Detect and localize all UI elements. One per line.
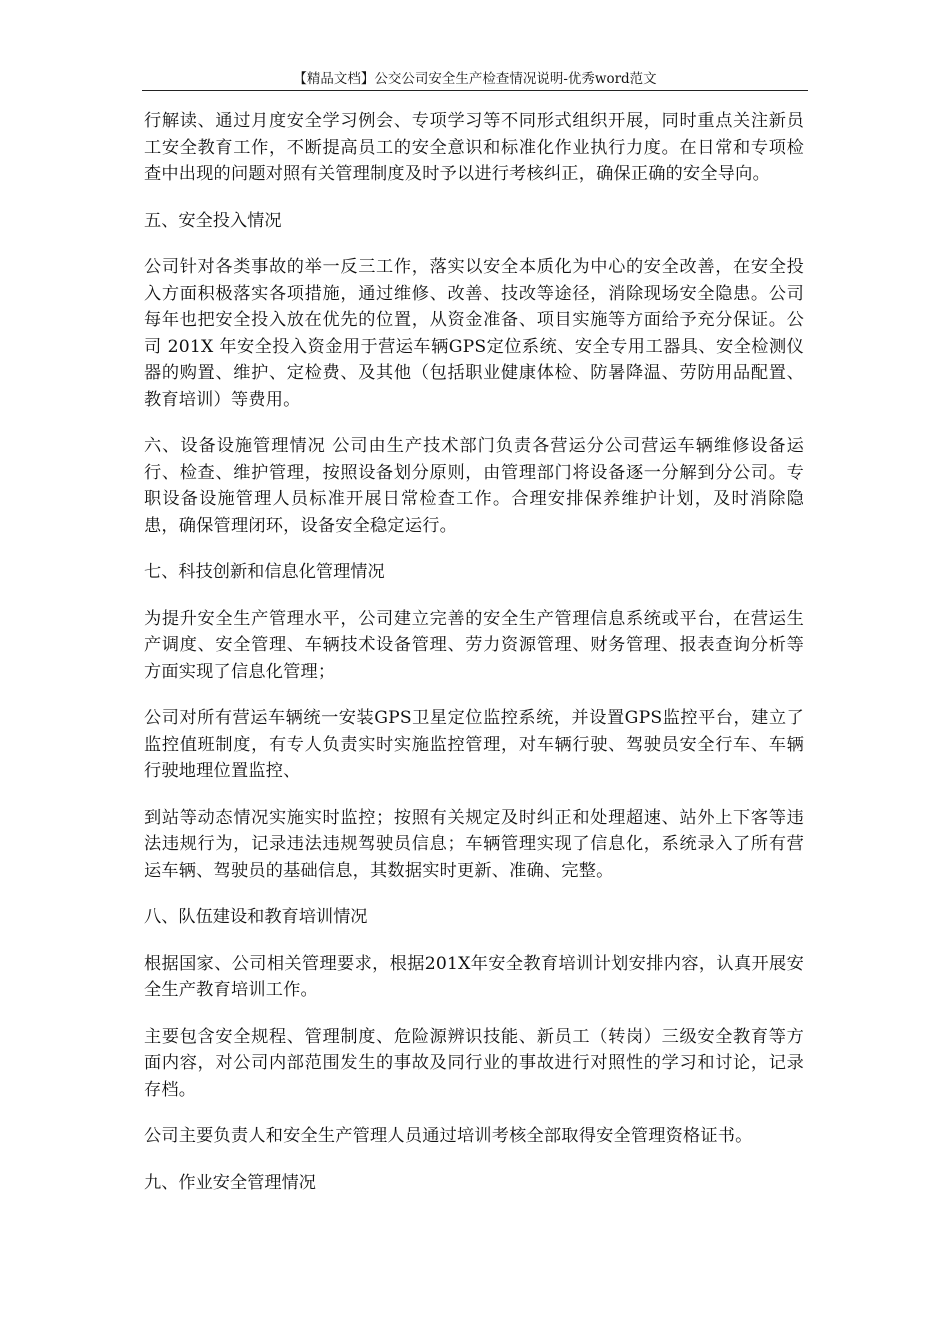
paragraph-certification: 公司主要负责人和安全生产管理人员通过培训考核全部取得安全管理资格证书。 [144,1126,753,1146]
section-heading-operation-safety: 九、作业安全管理情况 [144,1172,316,1193]
paragraph-training-plan: 根据国家、公司相关管理要求，根据201X年安全教育培训计划安排内容，认真开展安全生产教育培训工作。 [144,953,804,1000]
paragraph-safety-investment: 公司针对各类事故的举一反三工作，落实以安全本质化为中心的安全改善，在安全投入方面积极落实各项措施，通过维修、改善、技改等途径，消除现场安全隐患。公司每年也把安全投入放在优先的位置，从资金准备、项目实施等方面给予充分保证。公司 201X 年安全投入资金用于营运车辆GPS定位系统、安全专用工器具、安全检测仪器的购置、维护、定检费、及其他（包括职业健康体检、防暑降温、劳防用品配置、教育培训）等费用。 [144,257,804,410]
paragraph-training-continued: 行解读、通过月度安全学习例会、专项学习等不同形式组织开展，同时重点关注新员工安全教育工作，不断提高员工的安全意识和标准化作业执行力度。在日常和专项检查中出现的问题对照有关管理制度及时予以进行考核纠正，确保正确的安全导向。 [144,111,804,184]
document-body [144,108,804,1216]
section-heading-team-training: 八、队伍建设和教育培训情况 [144,907,368,927]
paragraph-training-content: 主要包含安全规程、管理制度、危险源辨识技能、新员工（转岗）三级安全教育等方面内容，对公司内部范围发生的事故及同行业的事故进行对照性的学习和讨论，记录存档。 [144,1026,804,1100]
paragraph-gps-monitoring: 公司对所有营运车辆统一安装GPS卫星定位监控系统，并设置GPS监控平台，建立了监控值班制度，有专人负责实时实施监控管理，对车辆行驶、驾驶员安全行车、车辆行驶地理位置监控、 [144,708,804,781]
paragraph-realtime-monitoring: 到站等动态情况实施实时监控；按照有关规定及时纠正和处理超速、站外上下客等违法违规行为，记录违法违规驾驶员信息；车辆管理实现了信息化，系统录入了所有营运车辆、驾驶员的基础信息，其数据实时更新、准确、完整。 [144,807,804,881]
page-header [142,70,808,91]
section-heading-safety-investment: 五、安全投入情况 [144,210,282,231]
paragraph-information-system: 为提升安全生产管理水平，公司建立完善的安全生产管理信息系统或平台，在营运生产调度、安全管理、车辆技术设备管理、劳力资源管理、财务管理、报表查询分析等方面实现了信息化管理； [144,608,804,682]
section-heading-tech-innovation: 七、科技创新和信息化管理情况 [144,562,385,582]
document-title: 【精品文档】公交公司安全生产检查情况说明-优秀word范文 [293,71,657,87]
paragraph-equipment-management: 六、设备设施管理情况 公司由生产技术部门负责各营运分公司营运车辆维修设备运行、检查、维护管理，按照设备划分原则，由管理部门将设备逐一分解到分公司。专职设备设施管理人员标准开展日常检查工作。合理安排保养维护计划，及时消除隐患，确保管理闭环，设备安全稳定运行。 [144,436,804,536]
